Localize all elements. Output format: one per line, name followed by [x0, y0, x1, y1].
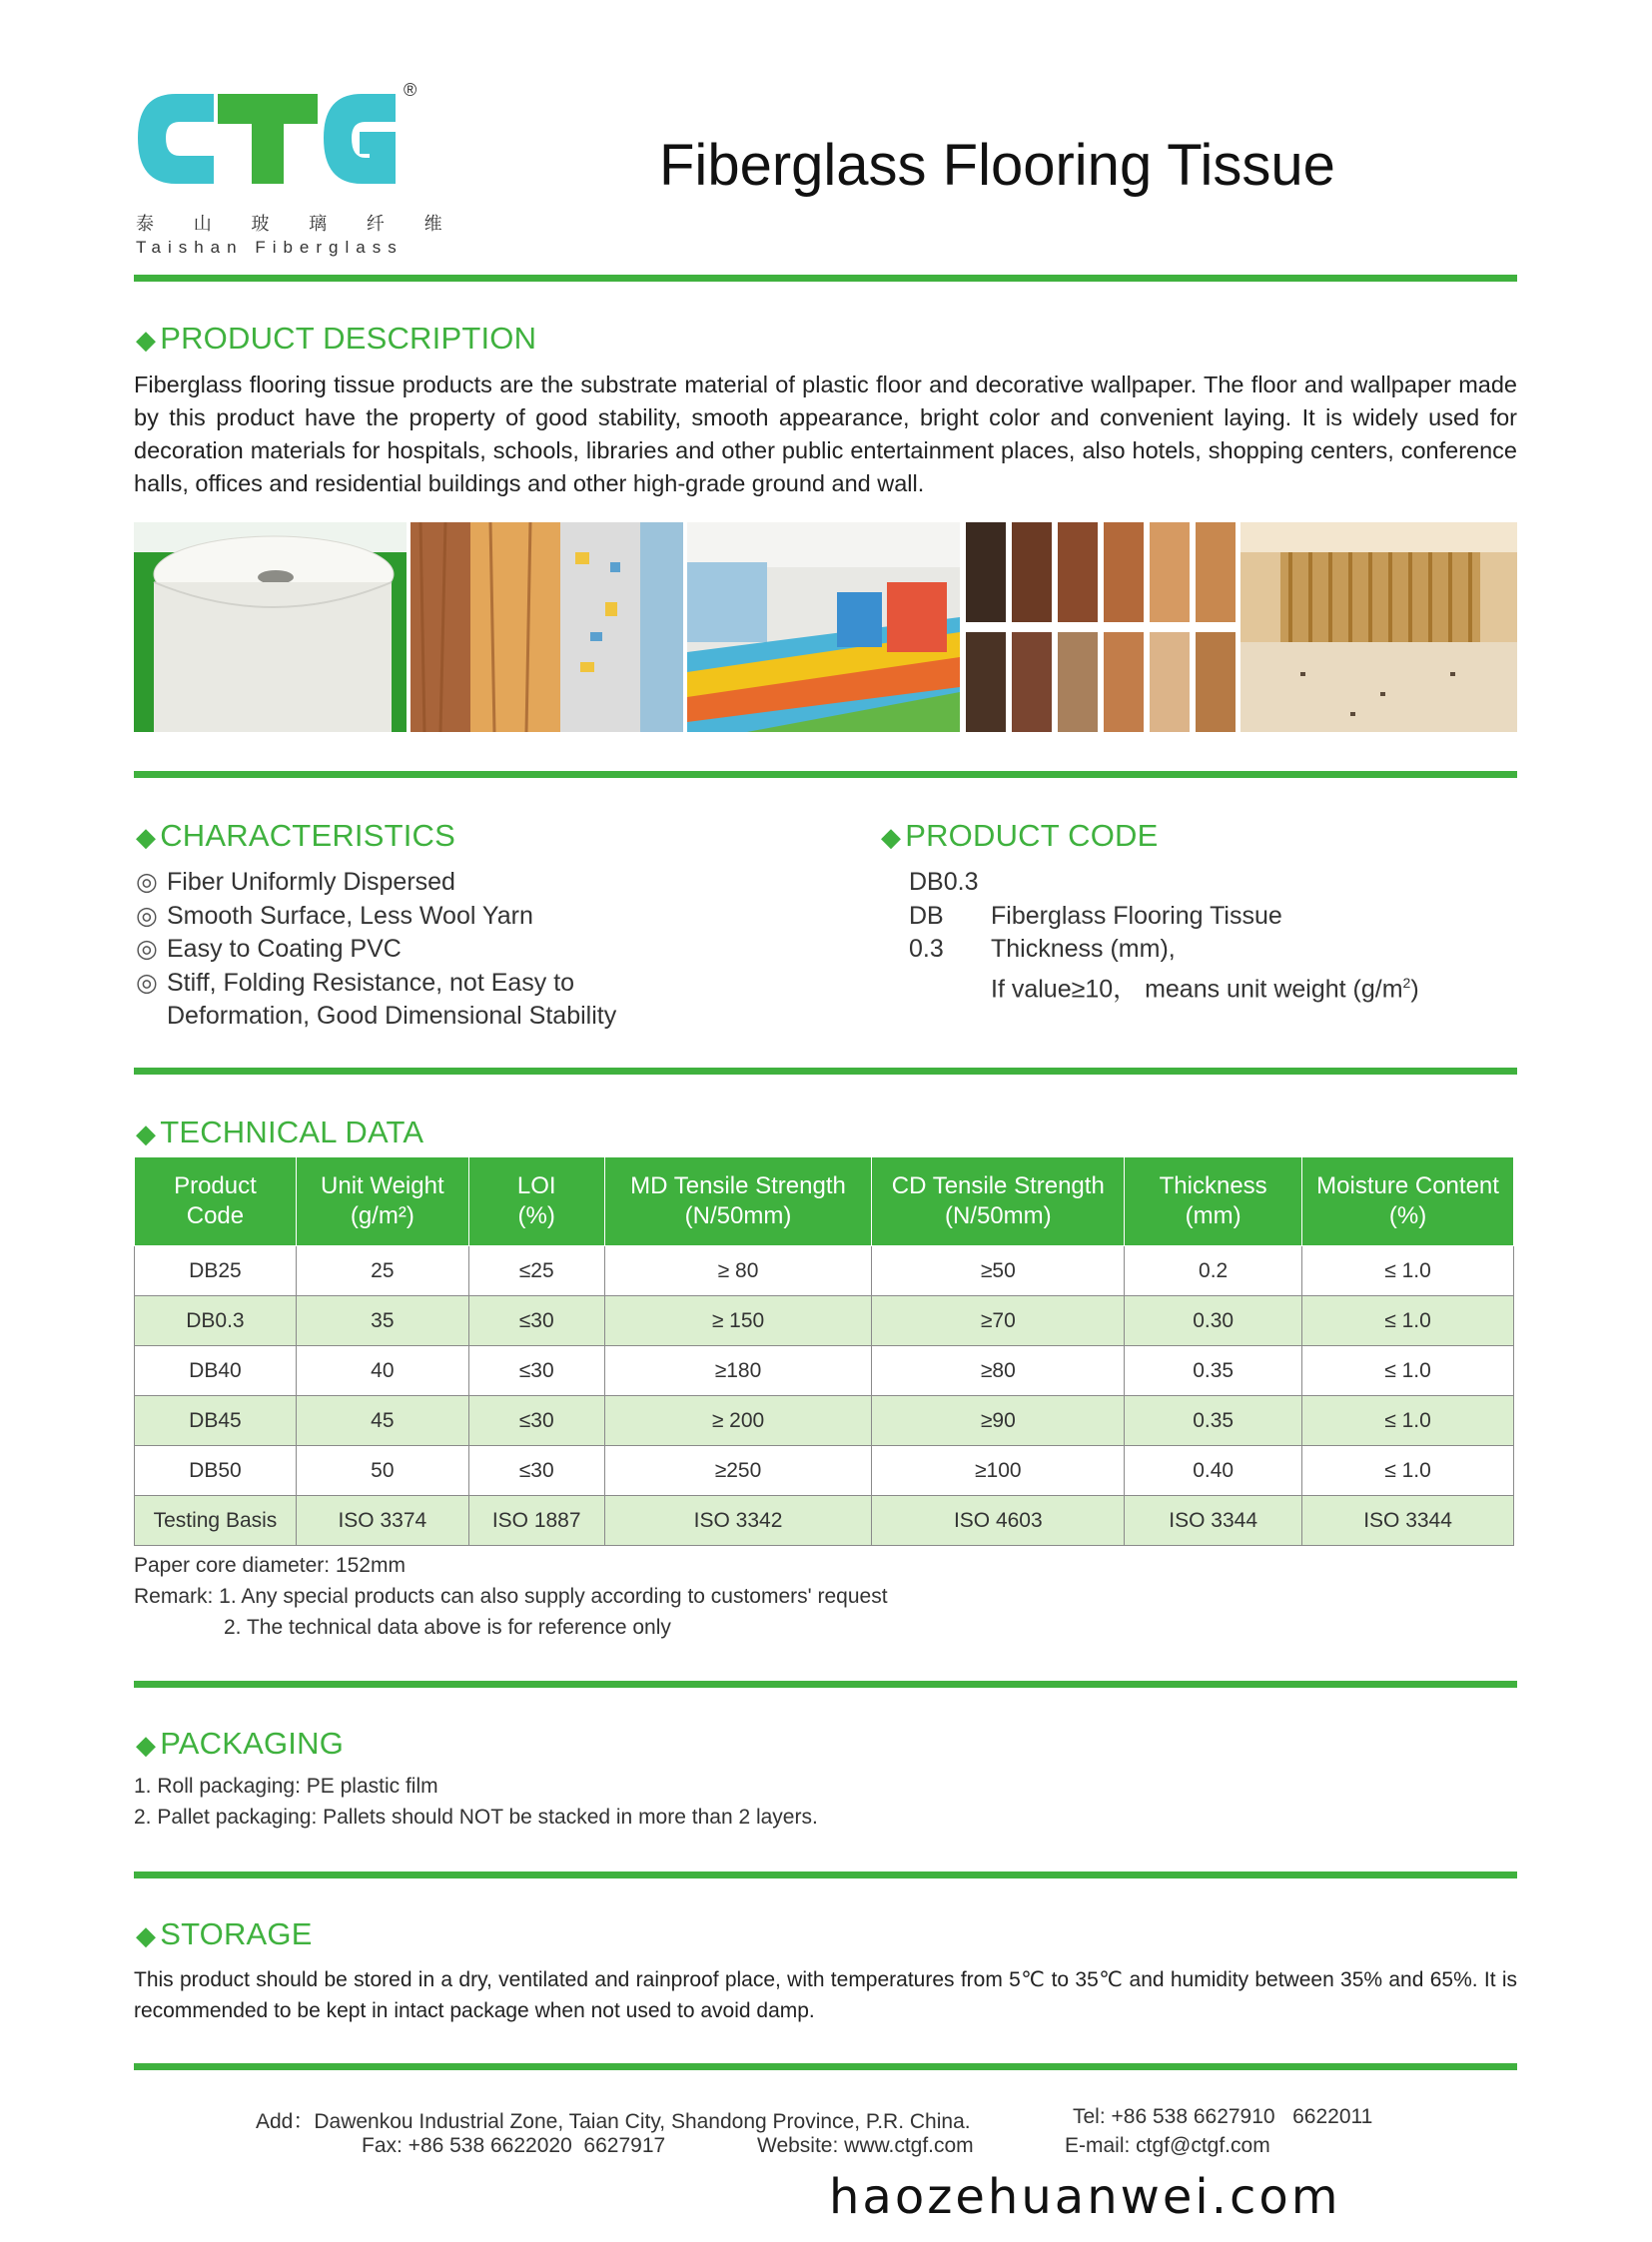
table-cell: 40 [296, 1346, 468, 1396]
table-cell: ISO 3342 [604, 1496, 872, 1546]
technical-data-heading: ◆ TECHNICAL DATA [136, 1115, 424, 1149]
table-cell: 0.30 [1125, 1296, 1302, 1346]
table-cell: 45 [296, 1396, 468, 1446]
table-cell: DB0.3 [135, 1296, 297, 1346]
table-cell: ≥180 [604, 1346, 872, 1396]
table-cell: ≤ 1.0 [1302, 1246, 1514, 1296]
divider [134, 275, 1517, 282]
table-cell: ≥80 [872, 1346, 1125, 1396]
table-cell: ≤30 [468, 1446, 604, 1496]
photo-colored-corridor [687, 522, 960, 732]
double-circle-icon: ◎ [136, 868, 158, 896]
table-cell: ≥90 [872, 1396, 1125, 1446]
footer-fax: Fax: +86 538 6622020 6627917 [362, 2134, 666, 2157]
table-row [135, 1446, 1514, 1496]
table-cell: 35 [296, 1296, 468, 1346]
remark-1: Remark: 1. Any special products can also supply according to customers' request [134, 1585, 888, 1608]
page-title: Fiberglass Flooring Tissue [659, 133, 1335, 198]
divider [134, 1871, 1517, 1878]
storage-heading: ◆ STORAGE [136, 1916, 313, 1951]
product-code-list [909, 866, 1508, 1006]
table-cell: Testing Basis [135, 1496, 297, 1546]
technical-data-table [134, 1156, 1514, 1546]
double-circle-icon: ◎ [136, 968, 158, 997]
table-header-row [135, 1157, 1514, 1246]
table-cell: ≤30 [468, 1346, 604, 1396]
packaging-item: 1. Roll packaging: PE plastic film [134, 1775, 438, 1798]
ctg-logo-icon [134, 80, 423, 198]
table-cell: ≥50 [872, 1246, 1125, 1296]
product-code-example: DB0.3 [909, 868, 979, 896]
photo-fiberglass-roll [134, 522, 407, 732]
table-cell: ≤ 1.0 [1302, 1296, 1514, 1346]
table-cell: 0.35 [1125, 1346, 1302, 1396]
column-header: Moisture Content (%) [1302, 1157, 1514, 1246]
double-circle-icon: ◎ [136, 935, 158, 963]
table-cell: ≤25 [468, 1246, 604, 1296]
footer-website[interactable]: Website: www.ctgf.com [757, 2134, 974, 2157]
table-cell: DB40 [135, 1346, 297, 1396]
table-cell: ISO 3374 [296, 1496, 468, 1546]
table-cell: ISO 4603 [872, 1496, 1125, 1546]
storage-text: This product should be stored in a dry, ventilated and rainproof place, with temperatures from 5℃ to 35℃ and humidity between 35% and 65%. It is recommended to be kept in intact package when not used to avoid damp. [134, 1968, 1517, 2022]
table-cell: ISO 3344 [1302, 1496, 1514, 1546]
table-cell: 25 [296, 1246, 468, 1296]
table-cell: ≤ 1.0 [1302, 1446, 1514, 1496]
table-cell: 0.2 [1125, 1246, 1302, 1296]
table-cell: DB50 [135, 1446, 297, 1496]
footer-tel: Tel: +86 538 6627910 6622011 [1073, 2105, 1373, 2128]
table-cell: ≥ 200 [604, 1396, 872, 1446]
table-row [135, 1246, 1514, 1296]
product-description-heading: ◆ PRODUCT DESCRIPTION [136, 321, 537, 356]
product-code-heading: ◆ PRODUCT CODE [881, 818, 1159, 853]
divider [134, 771, 1517, 778]
product-code-row: 0.3 Thickness (mm), [909, 935, 1176, 963]
photo-room-floor [1240, 522, 1517, 732]
core-diameter-note: Paper core diameter: 152mm [134, 1554, 406, 1577]
brand-logo [134, 80, 459, 260]
list-item: ◎ Easy to Coating PVC [136, 933, 695, 967]
table-cell: ≥100 [872, 1446, 1125, 1496]
list-item: ◎ Stiff, Folding Resistance, not Easy to Deformation, Good Dimensional Stability [136, 967, 695, 1034]
table-cell: DB45 [135, 1396, 297, 1446]
column-header: Product Code [135, 1157, 297, 1246]
diamond-icon: ◆ [136, 822, 157, 852]
divider [134, 1681, 1517, 1688]
brand-english-name: Taishan Fiberglass [136, 238, 404, 257]
diamond-icon: ◆ [136, 325, 157, 355]
table-cell: ≥ 80 [604, 1246, 872, 1296]
table-cell: ISO 3344 [1125, 1496, 1302, 1546]
divider [134, 1068, 1517, 1075]
table-cell: ≤30 [468, 1296, 604, 1346]
table-cell: 0.35 [1125, 1396, 1302, 1446]
table-cell: ≤ 1.0 [1302, 1396, 1514, 1446]
table-cell: ≥70 [872, 1296, 1125, 1346]
table-row [135, 1346, 1514, 1396]
list-item: ◎ Fiber Uniformly Dispersed [136, 866, 695, 900]
diamond-icon: ◆ [881, 822, 902, 852]
divider [134, 2063, 1517, 2070]
product-code-note: If value≥10， means unit weight $(g/m^2)$ [991, 974, 1419, 1003]
table-cell: ≥250 [604, 1446, 872, 1496]
column-header: Thickness (mm) [1125, 1157, 1302, 1246]
table-cell: ≤ 1.0 [1302, 1346, 1514, 1396]
packaging-item: 2. Pallet packaging: Pallets should NOT be stacked in more than 2 layers. [134, 1806, 818, 1829]
table-row [135, 1396, 1514, 1446]
photo-wood-samples [964, 522, 1237, 732]
brand-chinese-name: 泰 山 玻 璃 纤 维 [136, 214, 459, 235]
column-header: MD Tensile Strength (N/50mm) [604, 1157, 872, 1246]
footer-email[interactable]: E-mail: ctgf@ctgf.com [1065, 2134, 1270, 2157]
product-code-row: DB Fiberglass Flooring Tissue [909, 901, 1282, 930]
table-row [135, 1496, 1514, 1546]
packaging-heading: ◆ PACKAGING [136, 1726, 345, 1761]
table-cell: 0.40 [1125, 1446, 1302, 1496]
table-cell: 50 [296, 1446, 468, 1496]
characteristics-list [136, 866, 695, 1034]
table-cell: ≤30 [468, 1396, 604, 1446]
diamond-icon: ◆ [136, 1119, 157, 1148]
characteristics-heading: ◆ CHARACTERISTICS [136, 818, 456, 853]
table-cell: DB25 [135, 1246, 297, 1296]
table-cell: ISO 1887 [468, 1496, 604, 1546]
table-row [135, 1296, 1514, 1346]
footer-address: Add：Dawenkou Industrial Zone, Taian City, Shandong Province, P.R. China. [256, 2110, 971, 2133]
list-item: ◎ Smooth Surface, Less Wool Yarn [136, 900, 695, 934]
double-circle-icon: ◎ [136, 901, 158, 930]
diamond-icon: ◆ [136, 1730, 157, 1760]
remark-2: 2. The technical data above is for reference only [224, 1616, 671, 1639]
column-header: CD Tensile Strength (N/50mm) [872, 1157, 1125, 1246]
watermark-text: haozehuanwei.com [829, 2169, 1341, 2225]
diamond-icon: ◆ [136, 1920, 157, 1950]
column-header: Unit Weight (g/m²) [296, 1157, 468, 1246]
column-header: LOI (%) [468, 1157, 604, 1246]
product-description-text: Fiberglass flooring tissue products are the substrate material of plastic floor and decorative wallpaper. The floor and wallpaper made by this product have the property of good stability, smooth appearance, bright color and convenient laying. It is widely used for decoration materials for hospitals, schools, libraries and other public entertainment places, also hotels, shopping centers, conference halls, offices and residential buildings and other high-grade ground and wall. [134, 372, 1517, 496]
photo-wood-vinyl-rolls [411, 522, 683, 732]
registered-mark: ® [404, 80, 417, 100]
table-cell: ≥ 150 [604, 1296, 872, 1346]
